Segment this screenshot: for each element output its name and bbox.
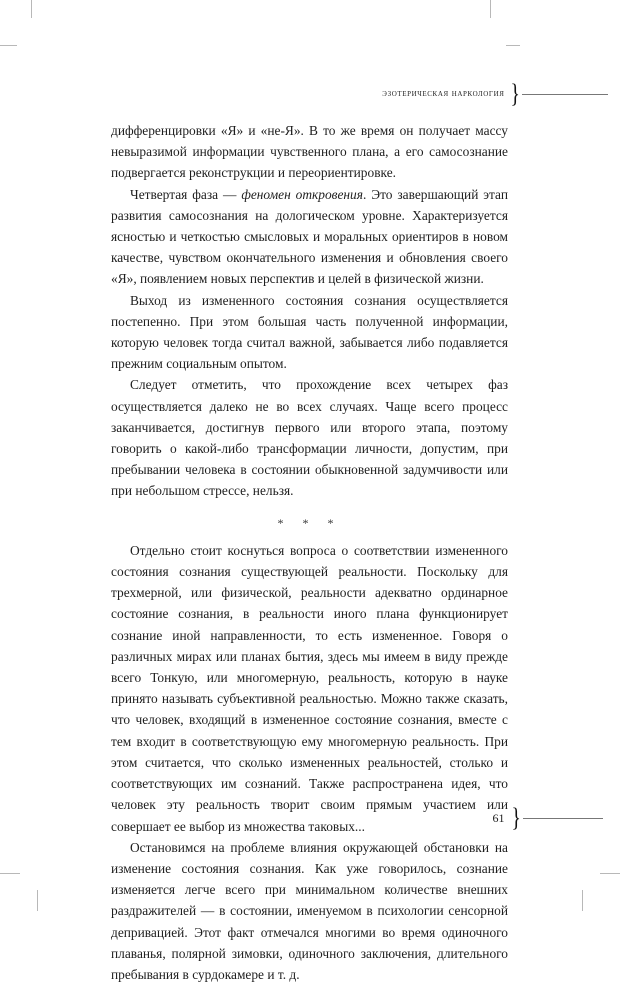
crop-mark-top-right-vertical xyxy=(490,0,491,18)
paragraph-environment: Остановимся на проблеме влияния окружающей обстановки на изменение состояния сознания. Как уже говорилось, сознание изменяется легче всего при минимальном количестве внешних раздражителей — в состоянии, именуемом в психологии сенсорной депривацией. Этот факт отмечался многими во время одиночного плаванья, полярной зимовки, одиночного заключения, длительного пребывания в сурдокамере и т. д. xyxy=(111,839,508,982)
crop-mark-bottom-left-horizontal xyxy=(0,873,20,874)
paragraph-phase-four xyxy=(111,184,508,290)
running-header xyxy=(382,79,620,108)
phase-four-lead: Четвертая фаза — xyxy=(130,186,242,202)
phase-four-term: феномен откровения xyxy=(241,186,363,202)
header-brace-icon: } xyxy=(510,79,520,108)
page-body xyxy=(111,120,508,985)
paragraph-exit: Выход из измененного состояния сознания осуществляется постепенно. При этом большая часть полученной информации, которую человек тогда считал важной, забывается либо подавляется прежним социальным опытом. xyxy=(111,292,508,372)
page-footer xyxy=(492,803,620,832)
page-number: 61 xyxy=(492,810,505,825)
crop-mark-top-right-horizontal xyxy=(506,45,520,46)
header-rule xyxy=(522,94,608,95)
paragraph-note: Следует отметить, что прохождение всех четырех фаз осуществляется далеко не во всех случаях. Чаще всего процесс заканчивается, достигнув первого или второго этапа, поэтому говорить о какой-либо трансформации личности, допустим, при пребывании человека в состоянии обыкновенной задумчивости или при небольшом стрессе, нельзя. xyxy=(111,377,508,499)
footer-rule xyxy=(523,818,603,819)
crop-mark-top-left-vertical xyxy=(31,0,32,18)
footer-brace-icon: } xyxy=(511,803,521,832)
crop-mark-top-left-horizontal xyxy=(0,45,17,46)
running-title: эзотерическая наркология xyxy=(382,89,505,99)
paragraph-reality: Отдельно стоит коснуться вопроса о соответствии измененного состояния сознания существующей реальности. Поскольку для трехмерной, или физической, реальности адекватно ординарное состояние сознания, в реальности иного плана функционирует сознание иной направленности, то есть измененное. Говоря о различных мирах или планах бытия, здесь мы имеем в виду прежде всего Тонкую, или многомерную, реальность, которую в науке принято называть субъективной реальностью. Можно также сказать, что человек, входящий в измененное состояние сознания, вместе с тем входит в соответствующую ему многомерную реальность. При этом считается, что сколько измененных реальностей, столько и соответствующих им сознаний. Также распространена идея, что человек эту реальность творит своим прямым участием или совершает ее выбор из множества таковых... xyxy=(111,542,508,834)
crop-mark-bottom-right-horizontal xyxy=(600,873,620,874)
phase-four-rest: . Это завершающий этап развития самосознания на дологическом уровне. Характеризуется ясностью и четкостью смысловых и моральных ориентиров в новом качестве, чувством окончательного изменения и обновления своего «Я», появлением новых перспектив и целей в физической жизни. xyxy=(111,186,508,287)
crop-mark-bottom-left-vertical xyxy=(37,890,38,911)
paragraph-continued: дифференцировки «Я» и «не-Я». В то же время он получает массу невыразимой информации чувственного плана, а его самосознание подвергается реконструкции и переориентировке. xyxy=(111,123,508,181)
section-separator: * * * xyxy=(277,515,342,530)
crop-mark-bottom-right-vertical xyxy=(582,890,583,911)
